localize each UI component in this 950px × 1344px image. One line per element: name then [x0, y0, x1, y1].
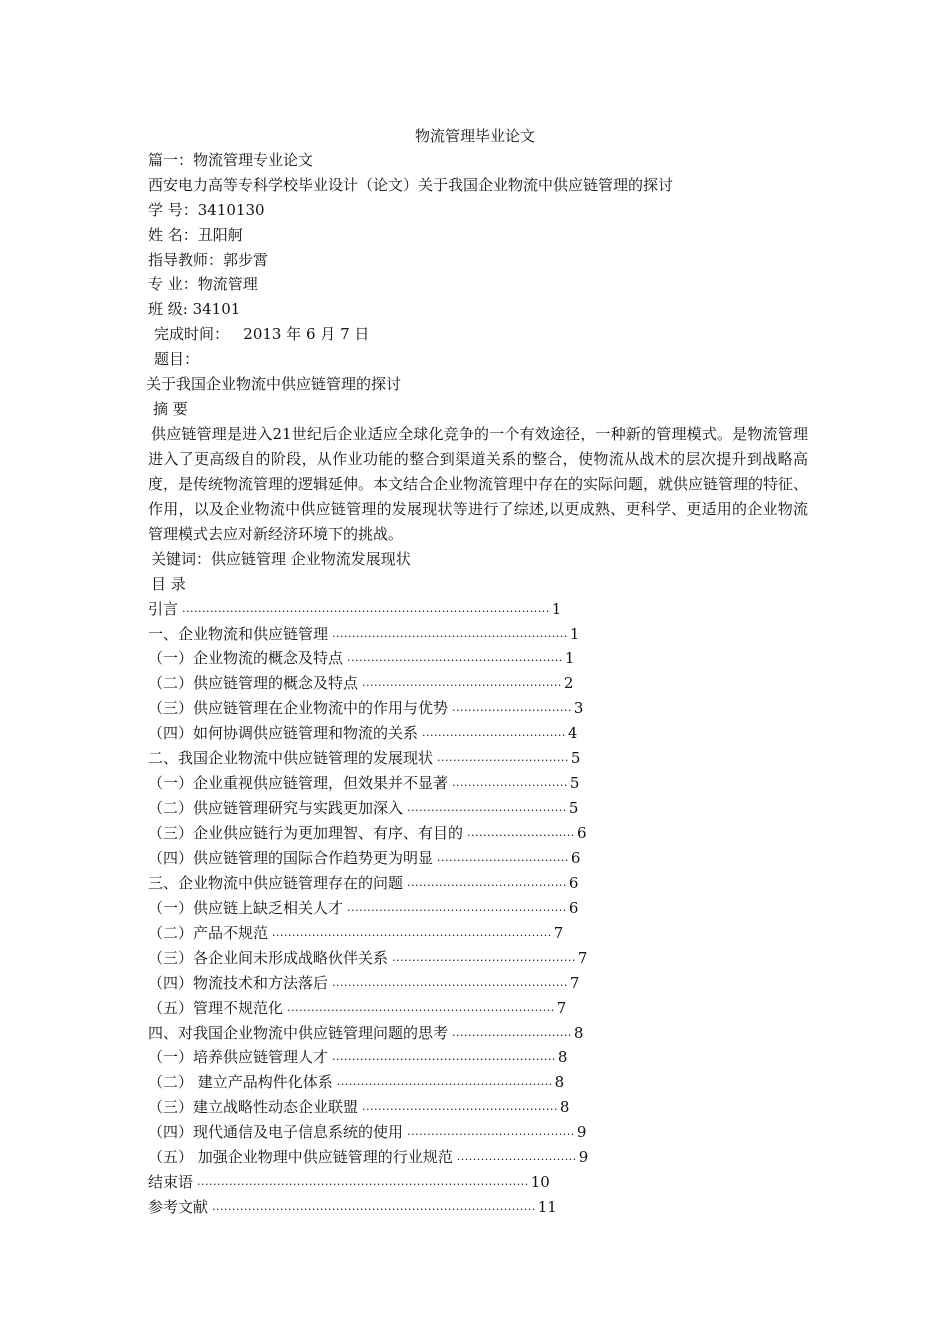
toc-leader-dots: ............................................................................................	[182, 601, 550, 615]
toc-entry-label: （四）供应链管理的国际合作趋势更为明显	[148, 848, 434, 867]
toc-leader-dots: ......................................................................	[272, 925, 552, 939]
toc-entry	[148, 971, 808, 996]
abstract-paragraph: 供应链管理是进入21世纪后企业适应全球化竞争的一个有效途径，一种新的管理模式。是物流管理进入了更高级自的阶段，从作业功能的整合到渠道关系的整合，使物流从战术的层次提升到战略高度，是传统物流管理的逻辑延伸。本文结合企业物流管理中存在的实际问题，就供应链管理的特征、作用，以及企业物流中供应链管理的发展现状等进行了综述,以更成熟、更科学、更适用的企业物流管理模式去应对新经济环境下的挑战。	[148, 424, 809, 543]
student-id-line: 学 号：3410130	[148, 200, 265, 219]
toc-leader-dots: .............................	[452, 776, 568, 790]
toc-entry-page: 8	[554, 1073, 565, 1092]
toc-entry-label: （四）如何协调供应链管理和物流的关系	[148, 724, 419, 743]
toc-entry	[148, 671, 808, 696]
toc-entry-label: （二）产品不规范	[148, 923, 269, 942]
toc-entry-page: 8	[557, 1048, 568, 1067]
toc-entry	[148, 1195, 808, 1220]
toc-entry-label: 参考文献	[148, 1198, 209, 1217]
toc-entry-page: 5	[570, 749, 581, 768]
toc-entry-label: （一）培养供应链管理人才	[148, 1048, 329, 1067]
toc-entry	[148, 796, 808, 821]
toc-heading: 目 录	[151, 574, 186, 593]
toc-entry-label: 四、对我国企业物流中供应链管理问题的思考	[148, 1023, 449, 1042]
toc-leader-dots: ..................................................	[362, 676, 562, 690]
toc-entry	[148, 996, 808, 1021]
toc-leader-dots: ......................................................	[336, 1075, 553, 1089]
toc-entry	[148, 622, 808, 647]
toc-entry-label: （一）企业物流的概念及特点	[148, 649, 344, 668]
toc-entry	[148, 946, 808, 971]
toc-entry	[148, 896, 808, 921]
toc-entry-label: （五） 加强企业物理中供应链管理的行业规范	[148, 1148, 453, 1167]
toc-entry-label: 一、企业物流和供应链管理	[148, 624, 329, 643]
school-title-line: 西安电力高等专科学校毕业设计（论文）关于我国企业物流中供应链管理的探讨	[148, 175, 674, 194]
toc-leader-dots: .................................	[437, 850, 569, 864]
toc-entry-page: 7	[556, 998, 567, 1017]
toc-entry-page: 8	[573, 1023, 584, 1042]
toc-entry	[148, 1170, 808, 1195]
toc-leader-dots: ..............................................	[392, 950, 576, 964]
toc-entry-label: （三）供应链管理在企业物流中的作用与优势	[148, 699, 449, 718]
toc-leader-dots: ...........................................................	[332, 626, 568, 640]
advisor-line: 指导教师：郭步霄	[148, 250, 269, 269]
toc-entry-label: 结束语	[148, 1173, 194, 1192]
toc-leader-dots: .................................................	[362, 1100, 558, 1114]
toc-entry	[148, 1145, 808, 1170]
toc-entry	[148, 1095, 808, 1120]
toc-entry-label: （一）供应链上缺乏相关人才	[148, 898, 344, 917]
toc-entry	[148, 646, 808, 671]
topic-line: 关于我国企业物流中供应链管理的探讨	[146, 375, 402, 394]
toc-entry-label: （四）物流技术和方法落后	[148, 973, 329, 992]
toc-entry-page: 8	[559, 1098, 570, 1117]
toc-entry-label: 引言	[148, 599, 179, 618]
toc-entry-page: 1	[551, 599, 562, 618]
toc-entry-page: 5	[568, 799, 579, 818]
toc-entry	[148, 871, 808, 896]
toc-entry	[148, 721, 808, 746]
toc-entry-label: （一）企业重视供应链管理，但效果并不显著	[148, 774, 449, 793]
toc-entry	[148, 921, 808, 946]
toc-entry	[148, 1120, 808, 1145]
toc-leader-dots: ........................................................	[332, 1050, 556, 1064]
toc-entry-label: （三）各企业间未形成战略伙伴关系	[148, 948, 389, 967]
toc-leader-dots: .......................................................	[347, 900, 567, 914]
toc-entry	[148, 1070, 808, 1095]
toc-leader-dots: ..............................	[452, 701, 572, 715]
toc-entry-label: （二）供应链管理的概念及特点	[148, 674, 359, 693]
toc-leader-dots: ........................................	[407, 801, 567, 815]
toc-entry-label: 二、我国企业物流中供应链管理的发展现状	[148, 749, 434, 768]
toc-leader-dots: .................................	[437, 751, 569, 765]
keywords-line: 关键词：供应链管理 企业物流发展现状	[151, 549, 411, 568]
toc-entry-label: （二） 建立产品构件化体系	[148, 1073, 333, 1092]
toc-leader-dots: ........................................	[407, 875, 567, 889]
toc-entry-page: 1	[564, 649, 575, 668]
table-of-contents	[148, 597, 808, 1220]
toc-entry-label: （三）企业供应链行为更加理智、有序、有目的	[148, 824, 464, 843]
toc-entry-page: 3	[573, 699, 584, 718]
toc-entry-page: 7	[553, 923, 564, 942]
toc-entry-page: 6	[570, 848, 581, 867]
part-line: 篇一：物流管理专业论文	[148, 151, 314, 169]
toc-entry-page: 9	[576, 1123, 587, 1142]
toc-entry-label: （五）管理不规范化	[148, 998, 284, 1017]
toc-entry-label: （四）现代通信及电子信息系统的使用	[148, 1123, 404, 1142]
abstract-heading: 摘 要	[153, 399, 188, 418]
toc-entry	[148, 597, 808, 622]
toc-entry-page: 9	[578, 1148, 589, 1167]
toc-entry-label: 三、企业物流中供应链管理存在的问题	[148, 873, 404, 892]
major-line: 专 业：物流管理	[148, 275, 258, 294]
toc-entry-page: 6	[576, 824, 587, 843]
finish-time-line: 完成时间： 2013 年 6 月 7 日	[154, 325, 370, 344]
toc-entry	[148, 1045, 808, 1070]
toc-entry	[148, 821, 808, 846]
toc-entry	[148, 746, 808, 771]
toc-entry-page: 6	[568, 898, 579, 917]
toc-leader-dots: ..............................	[456, 1150, 577, 1164]
toc-leader-dots: ......................................................	[347, 651, 563, 665]
toc-entry-page: 5	[569, 774, 580, 793]
document-title: 物流管理毕业论文	[414, 127, 535, 145]
toc-entry-label: （二）供应链管理研究与实践更加深入	[148, 799, 404, 818]
toc-entry	[148, 1021, 808, 1046]
toc-entry-page: 10	[530, 1173, 550, 1192]
toc-leader-dots: ...........................	[467, 826, 575, 840]
toc-leader-dots: ....................................	[422, 726, 566, 740]
document-body	[148, 148, 808, 1220]
toc-entry	[148, 696, 808, 721]
toc-entry-page: 4	[567, 724, 578, 743]
toc-leader-dots: ...................................................................................	[197, 1175, 529, 1189]
toc-leader-dots: ..........................................	[407, 1125, 575, 1139]
toc-entry-page: 1	[569, 624, 580, 643]
toc-entry-page: 2	[563, 674, 574, 693]
toc-leader-dots: ..............................	[452, 1025, 572, 1039]
toc-leader-dots: .................................................................................	[212, 1200, 536, 1214]
toc-entry-page: 6	[568, 873, 579, 892]
topic-label: 题目：	[154, 350, 200, 369]
toc-entry-page: 7	[569, 973, 580, 992]
toc-entry-page: 7	[577, 948, 588, 967]
student-name-line: 姓 名：丑阳舸	[148, 225, 243, 244]
toc-entry-label: （三）建立战略性动态企业联盟	[148, 1098, 359, 1117]
toc-entry-page: 11	[537, 1198, 557, 1217]
toc-leader-dots: ...........................................................	[332, 975, 568, 989]
toc-entry	[148, 771, 808, 796]
toc-leader-dots: ...................................................................	[287, 1000, 555, 1014]
class-line: 班 级: 34101	[148, 300, 241, 319]
toc-entry	[148, 846, 808, 871]
